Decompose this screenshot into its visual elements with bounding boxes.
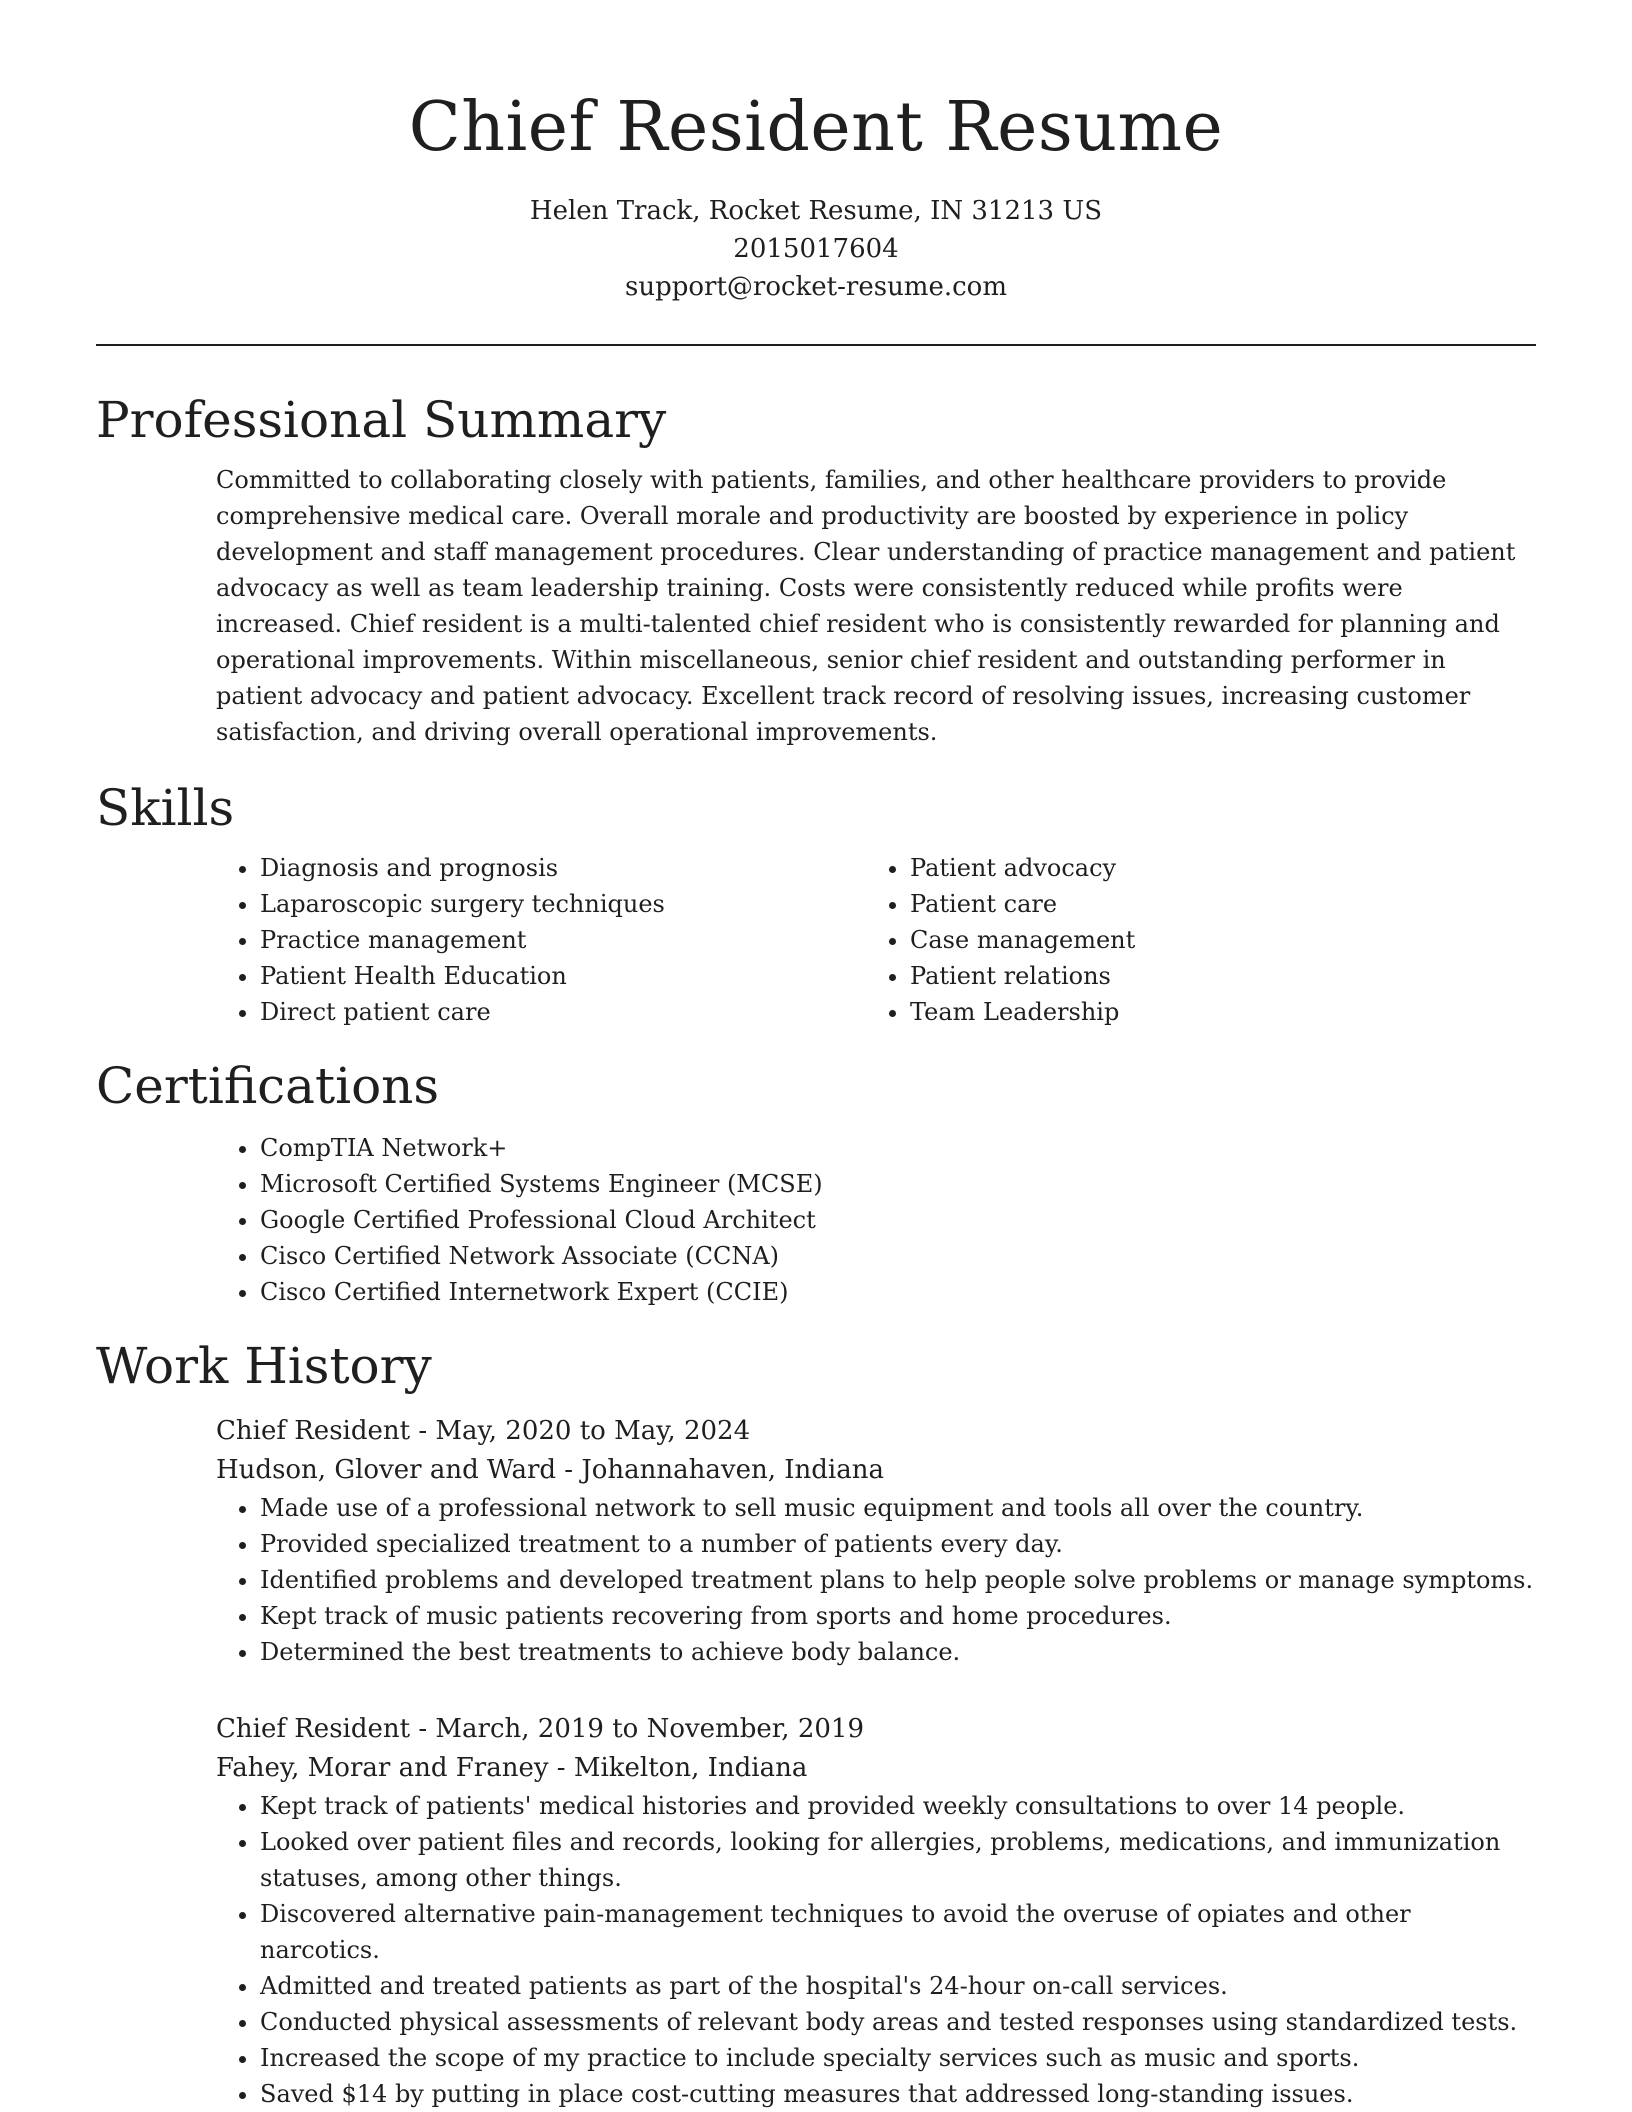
contact-block [96,192,1536,306]
certification-item: • Cisco Certified Network Associate (CCNA) [260,1238,1536,1274]
job-bullet-list [216,1788,1536,2112]
certifications-body [216,1130,1536,1310]
skill-item: • Team Leadership [910,994,1516,1030]
summary-heading: Professional Summary [96,391,667,449]
skills-list-right [866,850,1516,1030]
job-bullet: • Kept track of patients' medical histories and provided weekly consultations to over 14 people. [260,1788,1536,1824]
job-title-line: Chief Resident - May, 2020 to May, 2024 [216,1416,751,1446]
job-bullet: • Kept track of music patients recovering from sports and home procedures. [260,1598,1536,1634]
summary-text: Committed to collaborating closely with patients, families, and other healthcare providers to provide comprehensive medical care. Overall morale and productivity are boosted by experience in policy development and staff management procedures. Clear understanding of practice management and patient advocacy as well as team leadership training. Costs were consistently reduced while profits were increased. Chief resident is a multi-talented chief resident who is consistently rewarded for planning and operational improvements. Within miscellaneous, senior chief resident and outstanding performer in patient advocacy and patient advocacy. Excellent track record of resolving issues, increasing customer satisfaction, and driving overall operational improvements. [216,466,1516,746]
job-bullet: • Conducted physical assessments of relevant body areas and tested responses using standardized tests. [260,2004,1536,2040]
work-history-body [216,1412,1536,2112]
job-bullet: • Identified problems and developed treatment plans to help people solve problems or manage symptoms. [260,1562,1536,1598]
job-entry [216,1412,1536,1670]
resume-page [96,0,1536,2112]
skill-item: • Direct patient care [260,994,866,1030]
skill-item: • Diagnosis and prognosis [260,850,866,886]
job-bullet: • Saved $14 by putting in place cost-cutting measures that addressed long-standing issues. [260,2076,1536,2112]
resume-title: Chief Resident Resume [408,88,1224,167]
contact-phone: 2015017604 [733,234,899,264]
skill-item: • Patient care [910,886,1516,922]
certifications-section [96,1054,1536,1310]
job-bullet-list [216,1490,1536,1670]
skills-heading: Skills [96,779,235,837]
resume-header [96,0,1536,346]
skill-item: • Patient relations [910,958,1516,994]
certification-item: • Google Certified Professional Cloud Architect [260,1202,1536,1238]
contact-email: support@rocket-resume.com [624,272,1007,302]
certification-item: • Microsoft Certified Systems Engineer (MCSE) [260,1166,1536,1202]
job-bullet: • Discovered alternative pain-management techniques to avoid the overuse of opiates and other narcotics. [260,1896,1536,1968]
work-history-heading: Work History [96,1337,432,1395]
contact-address: Helen Track, Rocket Resume, IN 31213 US [529,196,1103,226]
skill-item: • Patient advocacy [910,850,1516,886]
skills-list-left [216,850,866,1030]
certification-item: • Cisco Certified Internetwork Expert (CCIE) [260,1274,1536,1310]
skills-column-right [866,850,1516,1030]
job-entry [216,1710,1536,2112]
certification-item: • CompTIA Network+ [260,1130,1536,1166]
skill-item: • Patient Health Education [260,958,866,994]
skills-section [96,776,1536,1030]
job-bullet: • Admitted and treated patients as part of the hospital's 24-hour on-call services. [260,1968,1536,2004]
skill-item: • Laparoscopic surgery techniques [260,886,866,922]
job-bullet: • Made use of a professional network to sell music equipment and tools all over the country. [260,1490,1536,1526]
summary-body [216,462,1536,750]
skills-column-left [216,850,866,1030]
job-bullet: • Looked over patient files and records, looking for allergies, problems, medications, and immunization statuses, among other things. [260,1824,1536,1896]
job-title-line: Chief Resident - March, 2019 to November, 2019 [216,1714,865,1744]
job-bullet: • Determined the best treatments to achieve body balance. [260,1634,1536,1670]
job-bullet: • Increased the scope of my practice to include specialty services such as music and sports. [260,2040,1536,2076]
work-history-section [96,1334,1536,2112]
skill-item: • Practice management [260,922,866,958]
job-bullet: • Provided specialized treatment to a number of patients every day. [260,1526,1536,1562]
certifications-heading: Certifications [96,1057,440,1115]
job-employer-line: Fahey, Morar and Franey - Mikelton, Indiana [216,1753,808,1783]
professional-summary-section [96,388,1536,750]
certifications-list [216,1130,1536,1310]
skills-grid [216,850,1536,1030]
job-employer-line: Hudson, Glover and Ward - Johannahaven, Indiana [216,1455,884,1485]
skill-item: • Case management [910,922,1516,958]
header-divider [96,344,1536,346]
